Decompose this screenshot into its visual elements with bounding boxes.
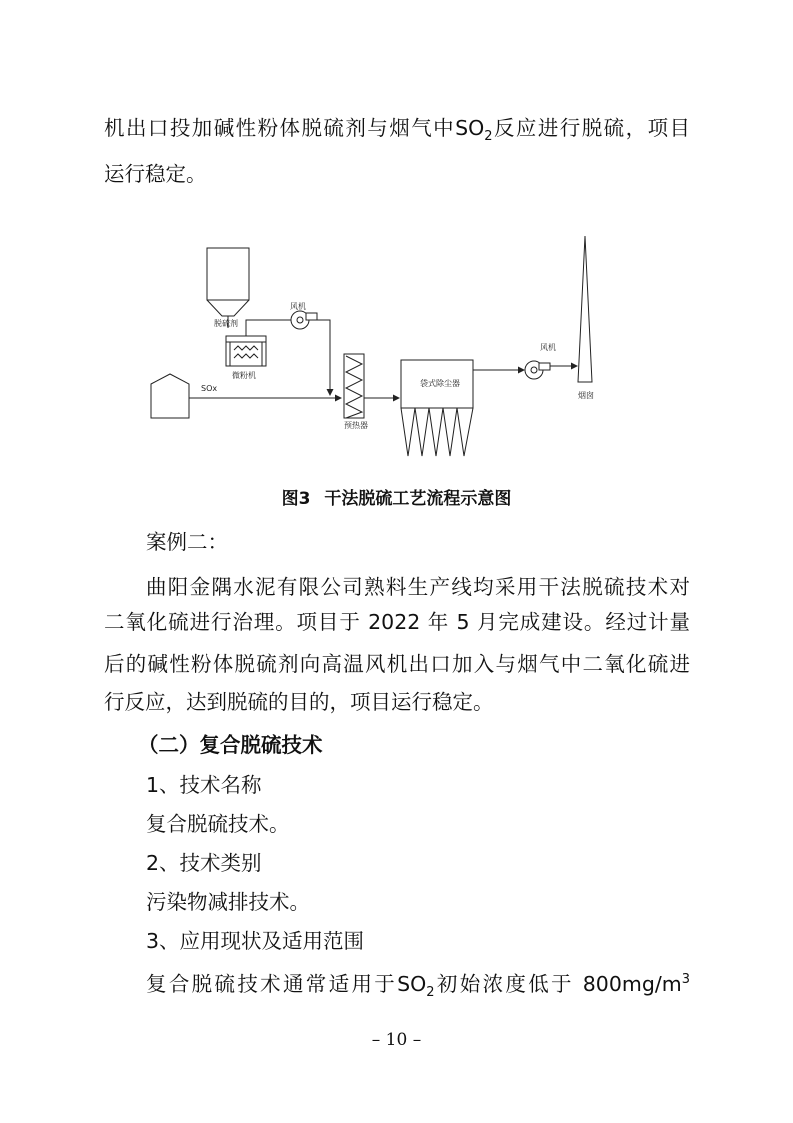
figure-caption: [0, 488, 793, 510]
chimney: [578, 236, 592, 382]
fan-top: [291, 311, 317, 329]
desulfurizer-label: 脱硫剂: [214, 319, 238, 328]
mill-label: 微粉机: [232, 371, 256, 380]
chimney-label: 烟囱: [578, 391, 594, 400]
item-label: 3、应用现状及适用范围: [146, 929, 365, 953]
preheater-label: 预热器: [344, 421, 368, 430]
text-segment: SO: [397, 971, 427, 996]
flow-line: [317, 320, 330, 395]
item-value: 复合脱硫技术。: [146, 812, 290, 836]
subscript: 2: [426, 984, 435, 1000]
fan-right: [525, 361, 550, 379]
paragraph-line: 曲阳金隅水泥有限公司熟料生产线均采用干法脱硫技术对: [146, 575, 690, 599]
text-segment: 初始浓度低于 800mg/m: [434, 971, 682, 996]
paragraph-line: 二氧化硫进行治理。项目于 2022 年 5 月完成建设。经过计量: [104, 610, 690, 634]
item-value: [146, 966, 690, 1007]
so2-formula: [397, 971, 435, 1000]
flow-line: [246, 320, 291, 336]
concentration: [435, 972, 690, 996]
text-segment: 机出口投加碱性粉体脱硫剂与烟气中: [104, 116, 456, 140]
item-value: 污染物减排技术。: [146, 890, 310, 914]
text-segment: 复合脱硫技术通常适用于: [146, 971, 398, 996]
superscript: 3: [681, 972, 691, 987]
mill: [226, 336, 266, 366]
bag-filter-label: 袋式除尘器: [420, 379, 460, 388]
sox-label: SOx: [201, 384, 218, 393]
case2-heading: 案例二：: [146, 530, 228, 554]
subscript: 2: [484, 129, 493, 145]
sox-source: [151, 374, 189, 418]
fan-top-label: 风机: [290, 302, 306, 311]
text-segment: 反应进行脱硫，项目: [492, 116, 691, 140]
paragraph-line: 后的碱性粉体脱硫剂向高温风机出口加入与烟气中二氧化硫进: [104, 652, 690, 676]
paragraph-line: 运行稳定。: [104, 162, 207, 186]
item-label: 2、技术类别: [146, 851, 262, 875]
desulfurizer-silo: [207, 248, 249, 328]
section-heading: （二）复合脱硫技术: [138, 733, 323, 757]
text-segment: SO: [455, 116, 485, 140]
page-number: – 10 –: [371, 1030, 422, 1050]
paragraph-line: 行反应，达到脱硫的目的，项目运行稳定。: [104, 690, 494, 714]
caption-number: 图3: [281, 489, 311, 509]
item-label: 1、技术名称: [146, 773, 262, 797]
preheater: [344, 354, 364, 418]
bag-filter: [401, 360, 473, 456]
caption-title: 干法脱硫工艺流程示意图: [324, 489, 512, 509]
process-flow-diagram: [0, 0, 793, 480]
fan-right-label: 风机: [540, 343, 556, 352]
